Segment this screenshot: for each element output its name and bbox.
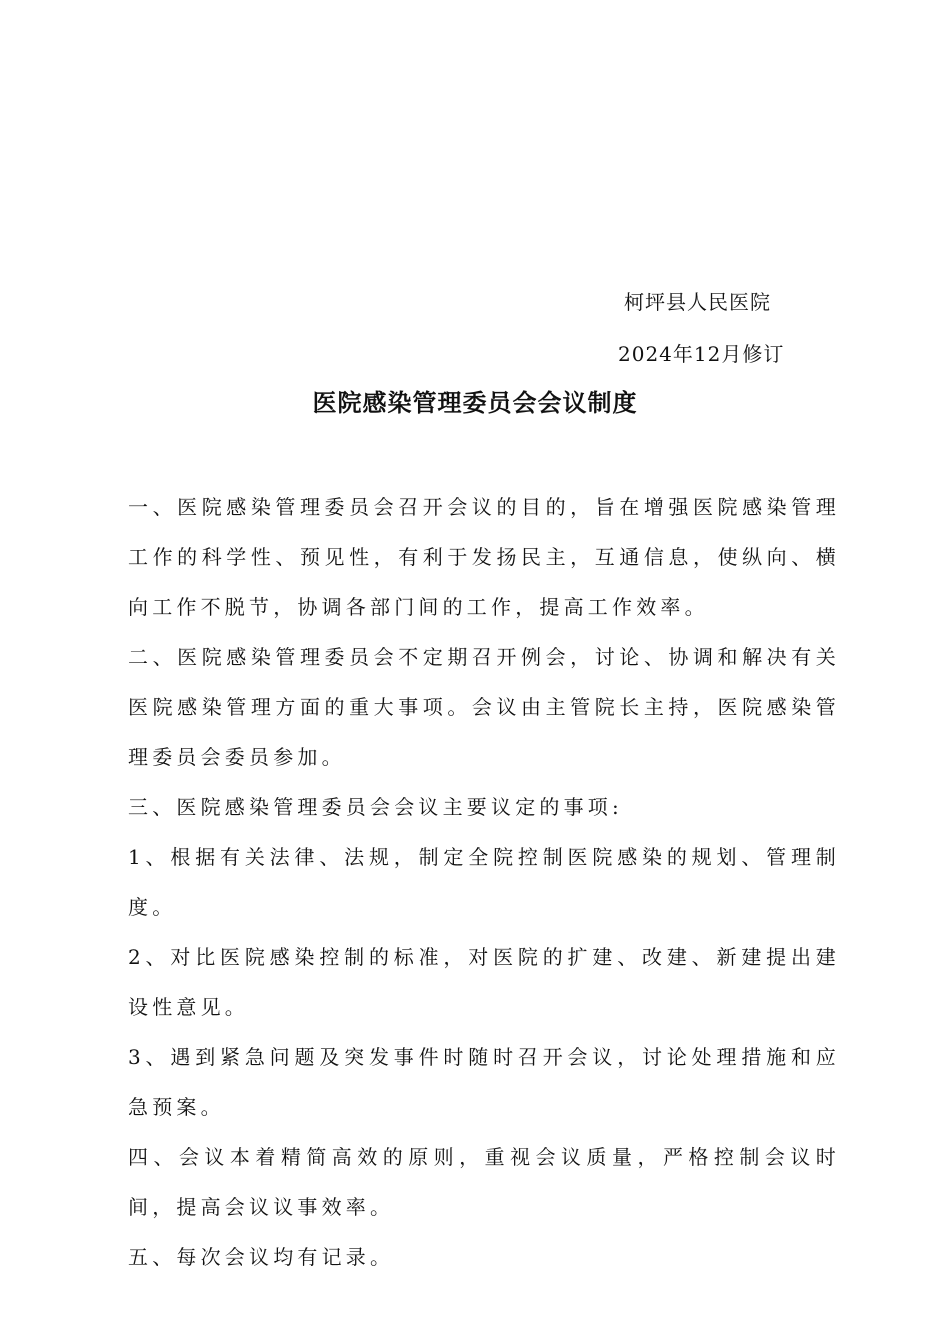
document-title: 医院感染管理委员会会议制度 [312, 388, 638, 417]
paragraph-efficiency: 四、会议本着精简高效的原则，重视会议质量，严格控制会议时间，提高会议议事效率。 [128, 1145, 840, 1219]
document-body [128, 482, 840, 1282]
organization-name: 柯坪县人民医院 [624, 290, 771, 314]
paragraph-meetings: 二、医院感染管理委员会不定期召开例会，讨论、协调和解决有关医院感染管理方面的重大事项。会议由主管院长主持，医院感染管理委员会委员参加。 [128, 645, 840, 769]
paragraph-agenda-heading: 三、医院感染管理委员会会议主要议定的事项: [128, 795, 623, 819]
paragraph-agenda-item-3: 3、遇到紧急问题及突发事件时随时召开会议，讨论处理措施和应急预案。 [128, 1045, 840, 1119]
revision-date: 2024年12月修订 [618, 342, 785, 366]
paragraph-agenda-item-2: 2、对比医院感染控制的标准，对医院的扩建、改建、新建提出建设性意见。 [128, 945, 840, 1019]
paragraph-purpose: 一、医院感染管理委员会召开会议的目的，旨在增强医院感染管理工作的科学性、预见性，有利于发扬民主，互通信息，使纵向、横向工作不脱节，协调各部门间的工作，提高工作效率。 [128, 495, 840, 619]
paragraph-records: 五、每次会议均有记录。 [128, 1245, 395, 1269]
paragraph-agenda-item-1: 1、根据有关法律、法规，制定全院控制医院感染的规划、管理制度。 [128, 845, 840, 919]
